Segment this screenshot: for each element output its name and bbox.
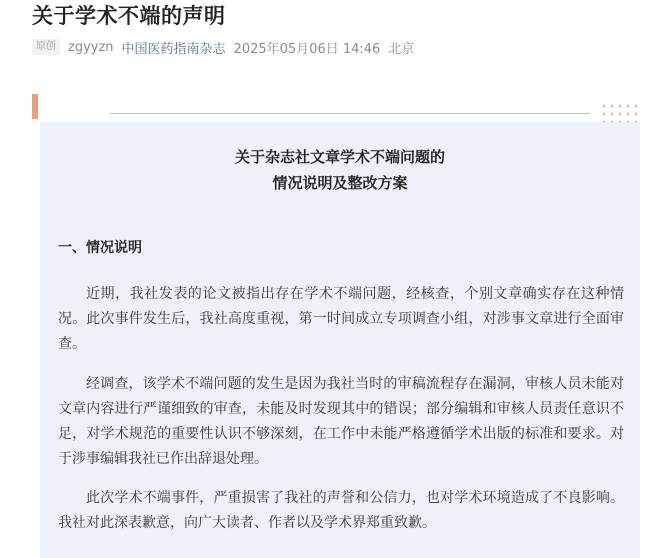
article-title: 关于学术不端的声明: [32, 4, 226, 28]
original-badge: 原创: [32, 39, 60, 55]
card-title-line2: 情况说明及整改方案: [272, 174, 408, 192]
paragraph: 近期，我社发表的论文被指出存在学术不端问题，经核查，个别文章确实存在这种情况。此次事件发生后，我社高度重视，第一时间成立专项调查小组，对涉事文章进行全面审查。: [58, 286, 624, 352]
article-meta: [32, 38, 414, 56]
decorative-accent-bar: [32, 94, 38, 119]
statement-card: [40, 122, 640, 558]
account-name-link[interactable]: 中国医药指南杂志: [121, 41, 226, 57]
publish-datetime: 2025年05月06日 14:46: [233, 41, 381, 57]
section-heading: 一、情况说明: [58, 240, 142, 256]
publish-location: 北京: [388, 41, 415, 57]
paragraph: 经调查，该学术不端问题的发生是因为我社当时的审稿流程存在漏洞，审核人员未能对文章内容进行严谨细致的审查，未能及时发现其中的错误；部分编辑和审核人员责任意识不足，对学术规范的重要性认识不够深刻，在工作中未能严格遵循学术出版的标准和要求。对于涉事编辑我社已作出辞退处理。: [58, 376, 624, 467]
author-name: zgyyzn: [68, 39, 114, 55]
card-title-line1: 关于杂志社文章学术不端问题的: [234, 148, 445, 166]
decorative-divider: [110, 113, 590, 114]
card-title: [40, 144, 640, 196]
paragraph: 此次学术不端事件，严重损害了我社的声誉和公信力，也对学术环境造成了不良影响。我社对此深表歉意，向广大读者、作者以及学术界郑重致歉。: [58, 490, 624, 531]
